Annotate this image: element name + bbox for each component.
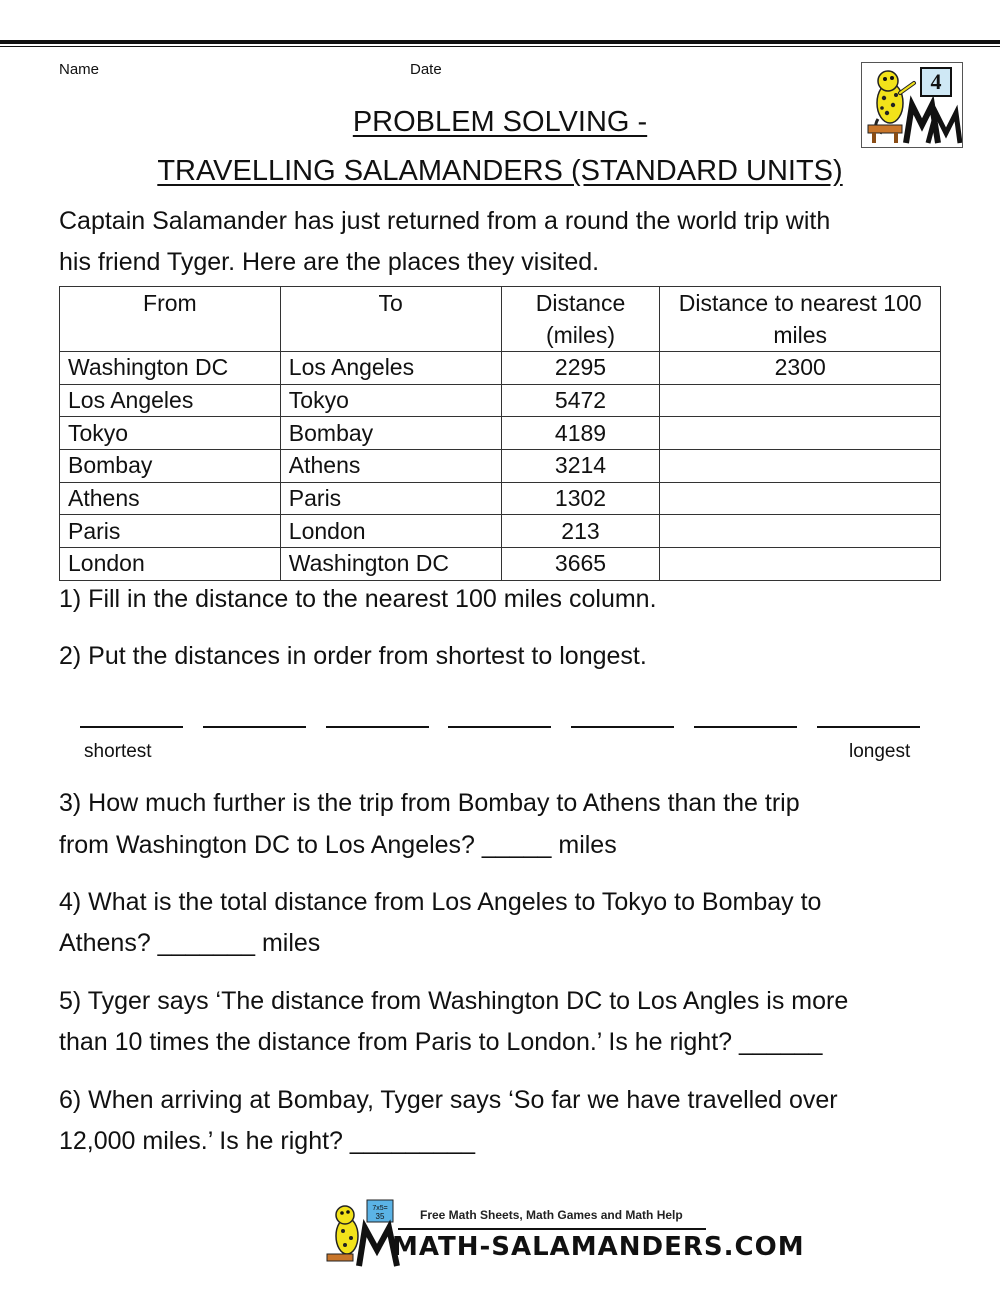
cell-from: Bombay [60, 450, 281, 483]
question-3-line-1: 3) How much further is the trip from Bombay to Athens than the trip [59, 789, 800, 817]
cell-from: London [60, 548, 281, 581]
table-row [60, 482, 941, 515]
header-from: From [60, 287, 281, 352]
top-rule-thin [0, 46, 1000, 47]
top-rule [0, 40, 1000, 44]
question-5-line-1: 5) Tyger says ‘The distance from Washington DC to Los Angles is more [59, 987, 849, 1015]
grade-badge: 4 [920, 67, 952, 97]
cell-to: Los Angeles [280, 352, 501, 385]
question-4-line-2: Athens? _______ miles [59, 929, 321, 957]
table-row [60, 417, 941, 450]
question-5-line-2: than 10 times the distance from Paris to London.’ Is he right? ______ [59, 1028, 823, 1056]
question-3-line-2: from Washington DC to Los Angeles? _____ miles [59, 831, 617, 859]
table-row [60, 515, 941, 548]
cell-distance: 5472 [501, 384, 660, 417]
answer-blank[interactable] [326, 698, 429, 728]
table-header-row [60, 287, 941, 352]
cell-from: Tokyo [60, 417, 281, 450]
header-distance: Distance (miles) [501, 287, 660, 352]
longest-label: longest [849, 741, 911, 762]
table-row [60, 384, 941, 417]
cell-nearest-100[interactable] [660, 384, 941, 417]
cell-to: Washington DC [280, 548, 501, 581]
shortest-label: shortest [84, 741, 152, 762]
cell-distance: 1302 [501, 482, 660, 515]
cell-to: London [280, 515, 501, 548]
table-row [60, 548, 941, 581]
svg-text:35: 35 [375, 1212, 385, 1221]
intro-line-2: his friend Tyger. Here are the places they visited. [59, 248, 600, 276]
cell-distance: 2295 [501, 352, 660, 385]
table-row [60, 450, 941, 483]
cell-nearest-100[interactable]: 2300 [660, 352, 941, 385]
cell-from: Athens [60, 482, 281, 515]
cell-distance: 3665 [501, 548, 660, 581]
question-6-line-1: 6) When arriving at Bombay, Tyger says ‘So far we have travelled over [59, 1086, 838, 1114]
answer-blank[interactable] [817, 698, 920, 728]
answer-blank[interactable] [694, 698, 797, 728]
question-4-line-1: 4) What is the total distance from Los Angeles to Tokyo to Bombay to [59, 888, 822, 916]
answer-blank[interactable] [80, 698, 183, 728]
cell-from: Los Angeles [60, 384, 281, 417]
footer-site-name[interactable]: MATH-SALAMANDERS.COM [392, 1232, 805, 1262]
cell-distance: 213 [501, 515, 660, 548]
date-label: Date [410, 61, 442, 78]
table-row [60, 352, 941, 385]
header-to: To [280, 287, 501, 352]
cell-from: Paris [60, 515, 281, 548]
page-subtitle: TRAVELLING SALAMANDERS (STANDARD UNITS) [157, 155, 843, 187]
question-2: 2) Put the distances in order from shortest to longest. [59, 642, 647, 670]
cell-distance: 4189 [501, 417, 660, 450]
footer-tagline: Free Math Sheets, Math Games and Math Help [420, 1208, 683, 1222]
question-1: 1) Fill in the distance to the nearest 100 miles column. [59, 585, 657, 613]
order-answer-blanks [80, 698, 920, 728]
intro-line-1: Captain Salamander has just returned from a round the world trip with [59, 207, 831, 235]
svg-text:7x5=: 7x5= [372, 1205, 388, 1212]
cell-nearest-100[interactable] [660, 548, 941, 581]
answer-blank[interactable] [448, 698, 551, 728]
cell-to: Bombay [280, 417, 501, 450]
name-label: Name [59, 61, 100, 78]
distance-table [59, 286, 941, 581]
cell-nearest-100[interactable] [660, 417, 941, 450]
header-nearest-100: Distance to nearest 100 miles [660, 287, 941, 352]
cell-to: Paris [280, 482, 501, 515]
cell-nearest-100[interactable] [660, 515, 941, 548]
cell-to: Tokyo [280, 384, 501, 417]
page-title: PROBLEM SOLVING - [352, 106, 648, 138]
footer-divider [398, 1228, 706, 1230]
answer-blank[interactable] [571, 698, 674, 728]
answer-blank[interactable] [203, 698, 306, 728]
question-6-line-2: 12,000 miles.’ Is he right? _________ [59, 1127, 476, 1155]
cell-nearest-100[interactable] [660, 450, 941, 483]
cell-distance: 3214 [501, 450, 660, 483]
cell-nearest-100[interactable] [660, 482, 941, 515]
cell-to: Athens [280, 450, 501, 483]
cell-from: Washington DC [60, 352, 281, 385]
